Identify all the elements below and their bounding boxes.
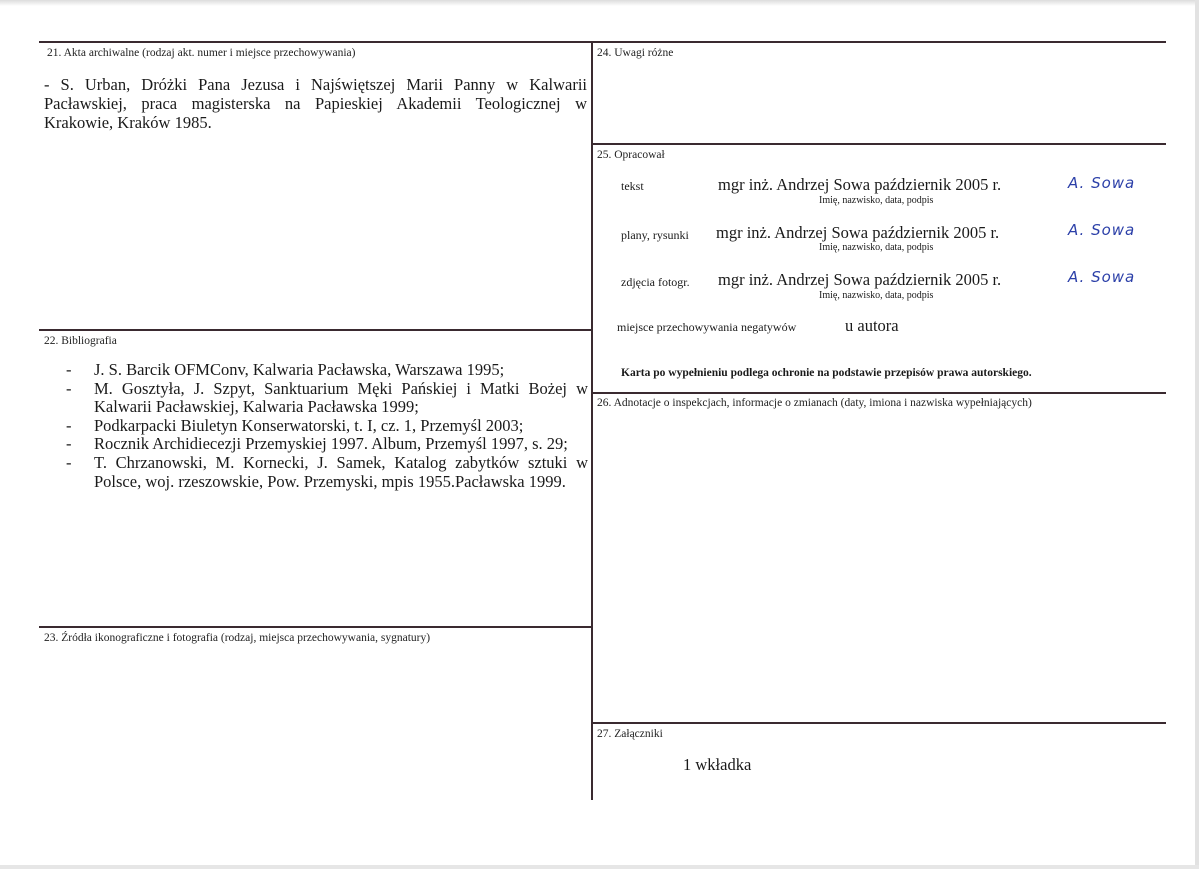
list-dash: - [66, 415, 72, 435]
prepared-row-label: tekst [621, 179, 644, 193]
list-dash: - [66, 378, 72, 398]
handwritten-signature: A. Sowa [1068, 221, 1136, 239]
prepared-row-value: mgr inż. Andrzej Sowa październik 2005 r. [716, 223, 1000, 242]
bibliography-item [66, 454, 588, 491]
section-26-label: 26. Adnotacje o inspekcjach, informacje o zmianach (daty, imiona i nazwiska wypełniających) [597, 397, 1032, 409]
prepared-row-value: mgr inż. Andrzej Sowa październik 2005 r. [718, 270, 1002, 289]
bibliography-item [66, 417, 588, 436]
scan-edge-right [1195, 0, 1199, 869]
rule-above-25 [591, 143, 1166, 145]
section-25-label: 25. Opracował [597, 149, 665, 161]
prepared-row-caption: Imię, nazwisko, data, podpis [819, 195, 934, 206]
scan-edge-bottom [0, 865, 1199, 869]
section-22-label: 22. Bibliografia [44, 335, 117, 347]
prepared-row-caption: Imię, nazwisko, data, podpis [819, 290, 934, 301]
bibliography-list [66, 361, 588, 491]
scan-edge-top [0, 0, 1199, 6]
prepared-row-label: zdjęcia fotogr. [621, 275, 690, 289]
rule-above-23 [39, 626, 591, 628]
bibliography-item-text: J. S. Barcik OFMConv, Kalwaria Pacławska, Warszawa 1995; [94, 360, 505, 379]
rule-above-26 [591, 392, 1166, 394]
prepared-row-label: plany, rysunki [621, 228, 689, 242]
section-23-label: 23. Źródła ikonograficzne i fotografia (rodzaj, miejsca przechowywania, sygnatury) [44, 632, 431, 644]
bibliography-item [66, 361, 588, 380]
bibliography-item [66, 435, 588, 454]
bibliography-item-text: T. Chrzanowski, M. Kornecki, J. Samek, Katalog zabytków sztuki w Polsce, woj. rzeszowskie, Pow. Przemyski, mpis 1955.Pacławska 1999. [94, 452, 588, 491]
rule-above-27 [591, 722, 1166, 724]
bibliography-item [66, 380, 588, 417]
rule-above-22 [39, 329, 591, 331]
bibliography-item-text: M. Gosztyła, J. Szpyt, Sanktuarium Męki Pańskiej i Matki Bożej w Kalwarii Pacławskiej, Kalwaria Pacławska 1999; [94, 378, 588, 417]
negatives-label: miejsce przechowywania negatywów [617, 320, 797, 334]
copyright-note: Karta po wypełnieniu podlega ochronie na podstawie przepisów prawa autorskiego. [621, 367, 1032, 379]
column-divider [591, 41, 593, 800]
prepared-row-value: mgr inż. Andrzej Sowa październik 2005 r. [718, 175, 1002, 194]
section-21-label: 21. Akta archiwalne (rodzaj akt. numer i miejsce przechowywania) [47, 47, 356, 59]
handwritten-signature: A. Sowa [1068, 174, 1136, 192]
bibliography-item-text: Podkarpacki Biuletyn Konserwatorski, t. I, cz. 1, Przemyśl 2003; [94, 415, 524, 435]
top-rule [39, 41, 1166, 43]
section-24-label: 24. Uwagi różne [597, 47, 674, 59]
prepared-row-caption: Imię, nazwisko, data, podpis [819, 242, 934, 253]
handwritten-signature: A. Sowa [1068, 268, 1136, 286]
bibliography-item-text: Rocznik Archidiecezji Przemyskiej 1997. Album, Przemyśl 1997, s. 29; [94, 434, 568, 454]
list-dash: - [66, 452, 72, 472]
list-dash: - [66, 360, 72, 379]
section-27-label: 27. Załączniki [597, 728, 663, 740]
list-dash: - [66, 434, 72, 454]
negatives-value: u autora [845, 316, 899, 335]
attachments-value: 1 wkładka [683, 755, 752, 774]
section-21-text: - S. Urban, Dróżki Pana Jezusa i Najświętszej Marii Panny w Kalwarii Pacławskiej, praca magisterska na Papieskiej Akademii Teologicznej w Krakowie, Kraków 1985. [44, 75, 587, 132]
